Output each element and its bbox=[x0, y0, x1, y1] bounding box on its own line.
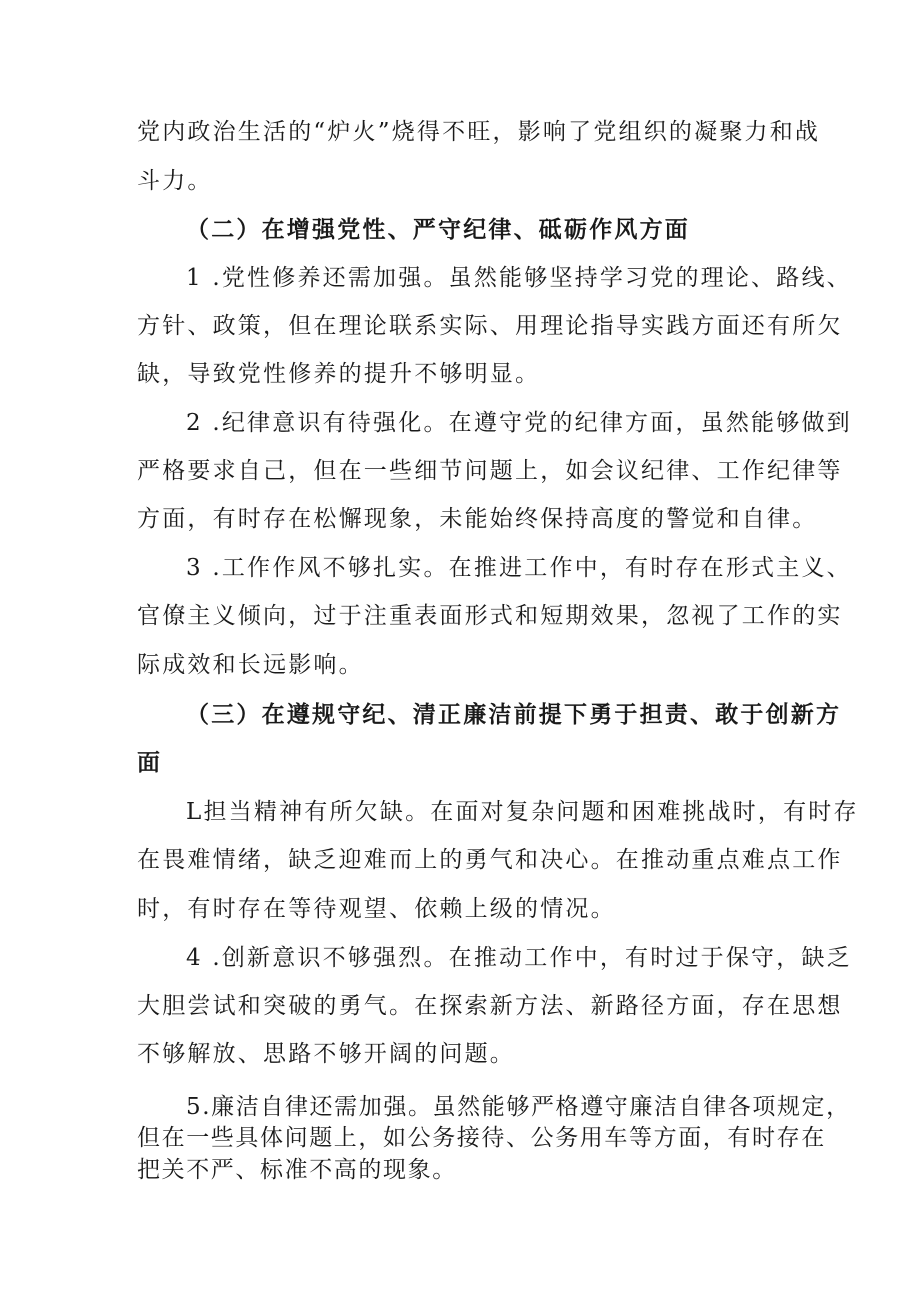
paragraph-line: 方针、政策，但在理论联系实际、用理论指导实践方面还有所欠 bbox=[137, 313, 843, 339]
paragraph-line: 严格要求自己，但在一些细节问题上，如会议纪律、工作纪律等 bbox=[137, 458, 843, 484]
paragraph-line: L担当精神有所欠缺。在面对复杂问题和困难挑战时，有时存 bbox=[186, 799, 859, 825]
paragraph-line: 大胆尝试和突破的勇气。在探索新方法、新路径方面，存在思想 bbox=[137, 993, 843, 1019]
section-heading: （二）在增强党性、严守纪律、砥砺作风方面 bbox=[186, 216, 690, 243]
paragraph-line: 缺，导致党性修养的提升不够明显。 bbox=[137, 361, 541, 387]
paragraph-line: 官僚主义倾向，过于注重表面形式和短期效果，忽视了工作的实 bbox=[137, 603, 843, 629]
section-heading: 面 bbox=[137, 749, 163, 776]
paragraph-line: 5.廉洁自律还需加强。虽然能够严格遵守廉洁自律各项规定， bbox=[186, 1094, 851, 1120]
section-heading: （三）在遵规守纪、清正廉洁前提下勇于担责、敢于创新方 bbox=[186, 701, 842, 728]
paragraph-line: 3 .工作作风不够扎实。在推进工作中，有时存在形式主义、 bbox=[186, 555, 852, 581]
paragraph-line: 把关不严、标准不高的现象。 bbox=[137, 1157, 457, 1183]
paragraph-line: 但在一些具体问题上，如公务接待、公务用车等方面，有时存在 bbox=[137, 1125, 826, 1151]
paragraph-line: 1 .党性修养还需加强。虽然能够坚持学习党的理论、路线、 bbox=[186, 265, 852, 291]
paragraph-line: 方面，有时存在松懈现象，未能始终保持高度的警觉和自律。 bbox=[137, 506, 818, 532]
paragraph-line: 不够解放、思路不够开阔的问题。 bbox=[137, 1041, 515, 1067]
paragraph-line: 时，有时存在等待观望、依赖上级的情况。 bbox=[137, 896, 616, 922]
paragraph-line: 党内政治生活的“炉火”烧得不旺，影响了党组织的凝聚力和战 bbox=[137, 119, 821, 145]
paragraph-line: 2 .纪律意识有待强化。在遵守党的纪律方面，虽然能够做到 bbox=[186, 410, 852, 436]
paragraph-line: 4 .创新意识不够强烈。在推动工作中，有时过于保守，缺乏 bbox=[186, 945, 852, 971]
paragraph-line: 际成效和长远影响。 bbox=[137, 652, 364, 678]
paragraph-line: 斗力。 bbox=[137, 168, 213, 194]
paragraph-line: 在畏难情绪，缺乏迎难而上的勇气和决心。在推动重点难点工作 bbox=[137, 847, 843, 873]
